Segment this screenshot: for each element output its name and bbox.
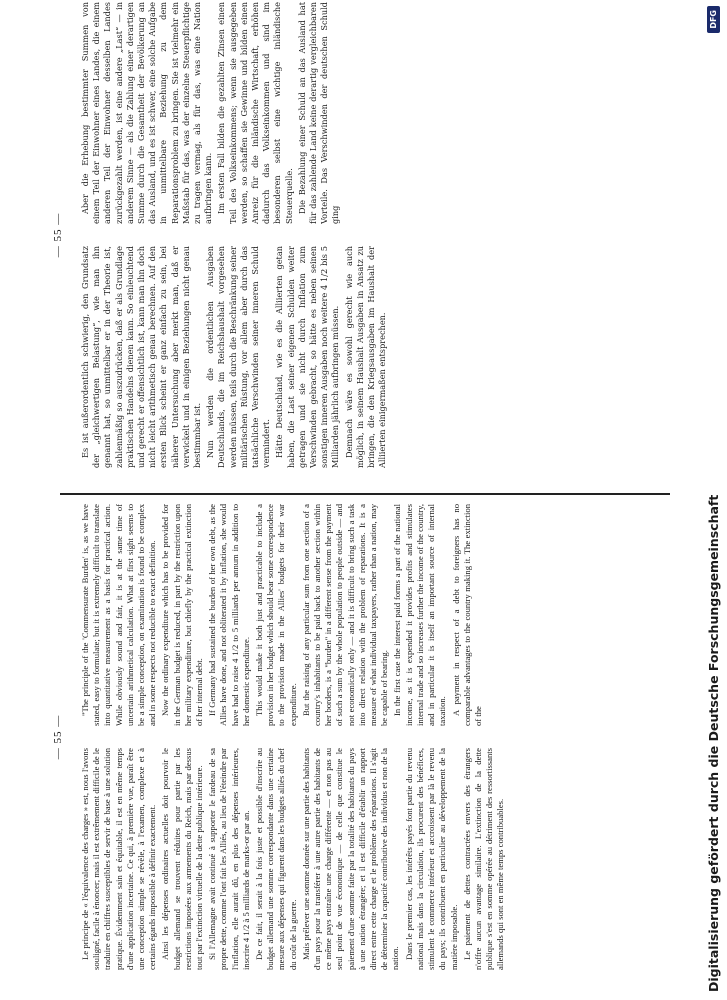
french-paragraph: Ainsi les dépenses ordinaires actuelles doit pourvoir le budget allemand se trouvent réduites pour partie par les restrictions imposées aux armements du Reich, mais par dessus tout par l'extinction virtuelle de la dette publique intérieure. (160, 748, 205, 970)
german-paragraph: Nun werden die ordentlichen Ausgaben Deutschlands, die im Reichshaushalt vorgesehen werden müssen, teils durch die Beschränkung seiner militärischen Rüstung, vor allem aber durch das tatsächliche Verschwinden seiner inneren Schuld vermindert. (205, 246, 272, 468)
english-column (80, 504, 702, 726)
right-page-number: — 55 — (52, 212, 64, 258)
funding-notice: Digitalisierung gefördert durch die Deutsche Forschungsgemeinschaft (705, 494, 721, 992)
french-paragraph: Si l'Allemagne avait continué à supporter le fardeau de sa propre dette, comme l'ont fait les Alliés, au lieu de l'éteindre par l'inflation, elle aurait dû, en plus des dépenses intérieures, inscrire 4 1/2 à 5 milliards de marks-or par an. (207, 748, 251, 970)
digitization-footer (702, 0, 724, 1000)
left-page (52, 504, 702, 970)
german-column-2 (80, 2, 702, 224)
english-paragraph: A payment in respect of a debt to foreigners has no comparable advantages to the country making it. The extinction of the (450, 504, 483, 726)
gutter-divider (60, 493, 670, 495)
english-paragraph: In the first case the interest paid forms a part of the national income, as it is expended it provides profits and stimulates internal trade and so increases further the income of the country, and in particular it is itself an important source of internal taxation. (392, 504, 448, 726)
german-paragraph: Hätte Deutschland, wie es die Alliierten getan haben, die Last seiner eigenen Schulden weiter getragen und sie nicht durch Inflation zum Verschwinden gebracht, so hätte es neben seinen sonstigen inneren Ausgaben noch weitere 4 1/2 bis 5 Milliarden jährlich aufbringen müssen. (274, 246, 341, 468)
english-paragraph: Now the ordinary expenditure which has to be provided for in the German budget is reduced, in part by the restriction upon her military expenditure, but chiefly by the practical extinction of her internal debt. (160, 504, 205, 726)
english-paragraph: If Germany had sustained the burden of her own debt, as the Allies have done, and not obliterated it by inflation, she would have had to raise 4 1/2 to 5 milliards per annum in addition to her domestic expenditure. (207, 504, 251, 726)
right-page (52, 2, 702, 468)
french-paragraph: Le paiement de dettes contractées envers des étrangers n'offre aucun avantage similaire. L'extinction de la dette publique s'est en somme opérée au détriment des ressortissants allemands qui sont en même temps contribuables. (461, 748, 506, 970)
german-paragraph: Es ist außerordentlich schwierig, den Grundsatz der „gleichwertigen Belastung“, wie man ihn genannt hat, so unmittelbar er in der Theorie ist, zahlenmäßig so auszudrücken, daß er als Grundlage praktischen Handelns dienen kann. So einleuchtend und gerecht er offensichtlich ist, kann man ihn doch nicht leicht arithmetisch genau berechnen. Auf den ersten Blick scheint er ganz einfach zu sein, bei näherer Untersuchung aber merkt man, daß er verwickelt und in einigen Beziehungen nicht genau bestimmbar ist. (80, 246, 203, 468)
left-columns (80, 504, 702, 970)
german-paragraph: Aber die Erhebung bestimmter Summen von einem Teil der Einwohner eines Landes, die einem anderen Teil der Einwohner desselben Landes zurückgezahlt werden, ist eine andere „Last“ — in anderem Sinne — als die Zahlung einer derartigen Summe durch die Gesamtheit der Bevölkerung an das Ausland, und es ist schwer, eine solche Aufgabe in unmittelbare Beziehung zu dem Reparationsproblem zu bringen. Sie ist vielmehr ein Maßstab für das, was der einzelne Steuerpflichtige zu tragen vermag, als für das, was eine Nation aufbringen kann. (80, 2, 214, 224)
german-paragraph: Demnach wäre es sowohl gerecht wie auch möglich, in seinem Haushalt Ausgaben in Ansatz zu bringen, die den Kriegsausgaben im Haushalt der Alliierten einigermaßen entsprechen. (343, 246, 388, 468)
french-paragraph: Dans le premier cas, les intérêts payés font partie du revenu national mais dans la circulation, ils procurent des bénéfices, stimulent le commerce intérieur et accroissent par là le revenu du pays; ils contribuent en particulier au développement de la matière imposable. (403, 748, 459, 970)
french-paragraph: Le principe de « l'équivalence des charges » est, nous l'avons souligné, facile à énoncer; mais il est extrêmement difficile de le traduire en chiffres susceptibles de servir de base à une solution pratique. Évidemment sain et équitable, il est en même temps d'une application incertaine. Ce qui, à première vue, paraît être une conception simple se révèle, à l'examen, complexe et à certains égards impossible à définir exactement. (80, 748, 158, 970)
german-paragraph: Im ersten Fall bilden die gezahlten Zinsen einen Teil des Volkseinkommens; wenn sie ausgegeben werden, so schaffen sie Gewinne und bilden einen Anreiz für die inländische Wirtschaft, erhöhen dadurch das Volkseinkommen und sind im besonderen selbst eine wichtige inländische Steuerquelle. (216, 2, 294, 224)
english-paragraph: This would make it both just and practicable to include a provision in her budget which should bear some correspondence to the provision made in the Allies' budgets for their war expenditure. (254, 504, 298, 726)
german-paragraph: Die Bezahlung einer Schuld an das Ausland hat für das zahlende Land keine derartig vergleichbaren Vorteile. Das Verschwinden der deutschen Schuld ging (296, 2, 341, 224)
right-columns (80, 2, 702, 468)
german-column-1 (80, 246, 702, 468)
french-column (80, 748, 702, 970)
french-paragraph: De ce fait, il serait à la fois juste et possible d'inscrire au budget allemand une somme correspondante dans une certaine mesure aux dépenses qui figurent dans les budgets alliés du chef du coût de la guerre. (254, 748, 298, 970)
english-paragraph: But the raising of any particular sum from one section of a country's inhabitants to be paid back to another section within her borders, is a "burden" in a different sense from the payment of such a sum by the whole population to people outside — and not economically only — and it is difficult to bring such a task into direct relation with the problem of reparations. It is a measure of what individual taxpayers, rather than a nation, may be capable of bearing. (300, 504, 390, 726)
english-paragraph: "The principle of the 'Commensurate Burden' is, as we have stated, easy to formulate; but it is extremely difficult to translate into quantitative measurement as a basis for practical action. While obviously sound and fair, it is at the same time of uncertain arithmetical calculation. What at first sight seems to be a simple conception, on examination is found to be complex and in some respects not reducible to exact definition. (80, 504, 158, 726)
left-page-number: — 55 — (52, 714, 64, 760)
dfg-logo: DFG (707, 6, 720, 33)
french-paragraph: Mais prélever une somme donnée sur une partie des habitants d'un pays pour la transférer à une autre partie des habitants de ce même pays entraîne une charge différente — et non pas au seul point de vue économique — de celle que constitue le paiement d'une somme faite par la totalité des habitants du pays à une nation étrangère; et il est difficile d'établir un rapport direct entre cette charge et le problème des réparations. Il s'agit de déterminer la capacité contributive des individus et non de la nation. (300, 748, 401, 970)
